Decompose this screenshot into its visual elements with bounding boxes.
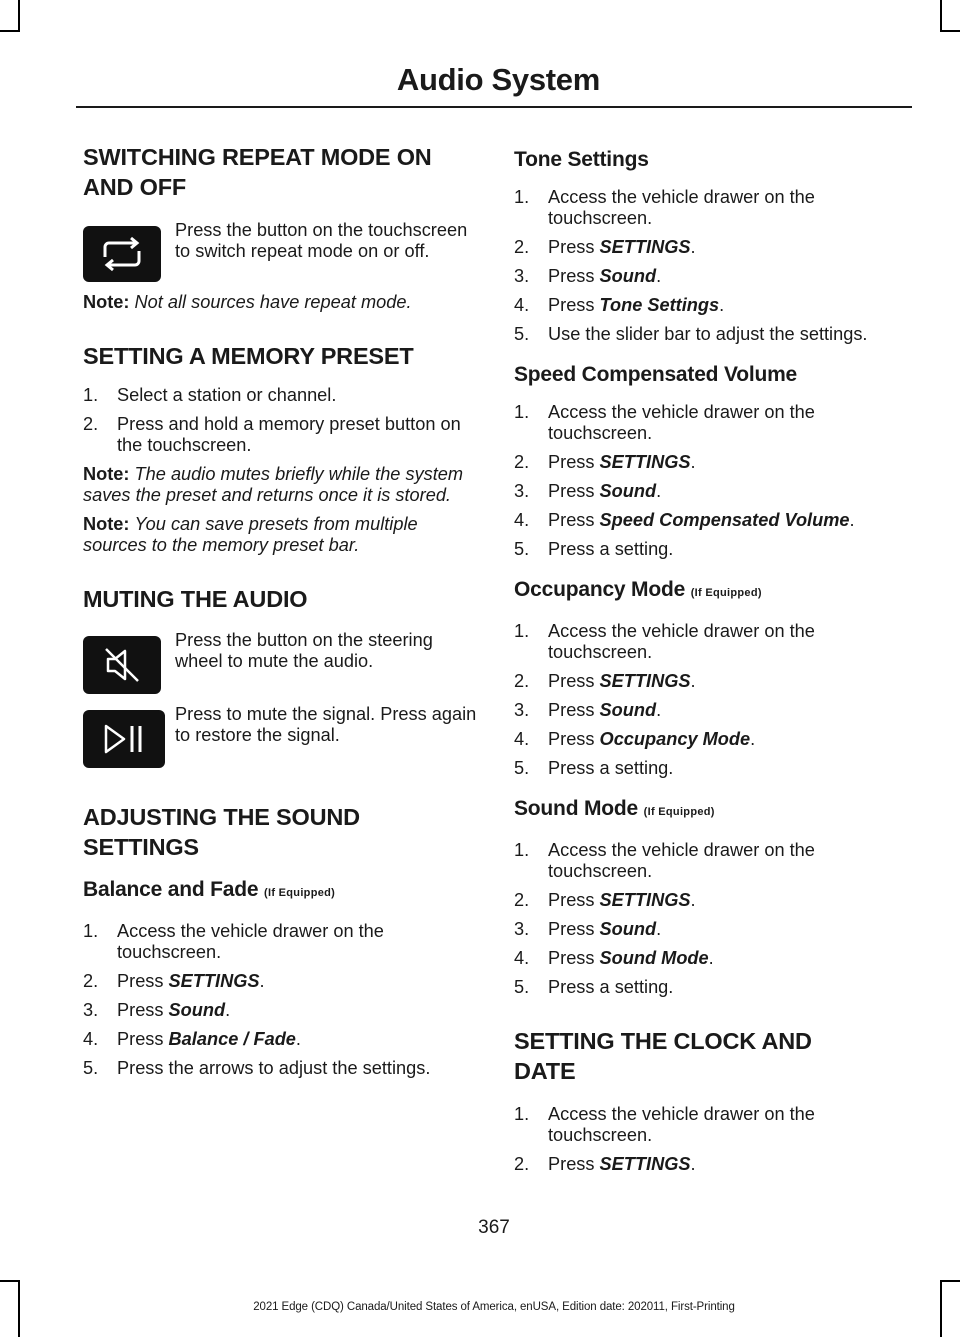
section-heading-mute: MUTING THE AUDIO [83, 586, 308, 612]
list-item: 1. Access the vehicle drawer on the touchscreen. [514, 840, 815, 881]
list-item: 3. Press Sound. [83, 1000, 231, 1020]
header-rule [76, 106, 912, 108]
list-item: 4. Press Balance / Fade. [83, 1029, 301, 1049]
list-item: 2. Press SETTINGS. [514, 452, 696, 472]
section-heading-repeat: SWITCHING REPEAT MODE ON AND OFF [83, 144, 432, 200]
crop-mark [0, 1280, 20, 1282]
repeat-icon [83, 226, 161, 282]
mute-description: Press the button on the steering wheel to mute the audio. [175, 630, 433, 671]
page-number: 367 [478, 1217, 510, 1238]
preset-steps [83, 385, 477, 456]
list-item: 1. Access the vehicle drawer on the touchscreen. [514, 187, 815, 228]
list-item: 3. Press Sound. [514, 700, 662, 720]
signal-description: Press to mute the signal. Press again to restore the signal. [175, 704, 477, 745]
list-item: 4. Press Speed Compensated Volume. [514, 510, 855, 530]
crop-mark [18, 0, 20, 32]
list-item: 1. Access the vehicle drawer on the touchscreen. [83, 921, 384, 962]
list-item: 5. Press a setting. [514, 977, 674, 997]
section-heading-preset: SETTING A MEMORY PRESET [83, 343, 414, 369]
crop-mark [940, 30, 960, 32]
tone-steps [514, 187, 908, 345]
mute-row [83, 632, 477, 694]
page-title: Audio System [396, 62, 600, 97]
crop-mark [940, 1280, 960, 1282]
list-item: 1. Access the vehicle drawer on the touchscreen. [514, 1104, 815, 1145]
right-column [514, 142, 908, 1183]
signal-row [83, 706, 477, 768]
repeat-row [83, 222, 477, 282]
preset-note-2: Note: You can save presets from multiple sources to the memory preset bar. [83, 514, 418, 555]
list-item: 1. Access the vehicle drawer on the touchscreen. [514, 621, 815, 662]
section-heading-clock: SETTING THE CLOCK AND DATE [514, 1028, 812, 1084]
list-item: 5. Press a setting. [514, 758, 674, 778]
list-item: 2. Press SETTINGS. [514, 1154, 696, 1174]
list-item: 4. Press Occupancy Mode. [514, 729, 756, 749]
subheading-speed-volume: Speed Compensated Volume [514, 363, 798, 386]
list-item: 2. Press SETTINGS. [83, 971, 265, 991]
clock-steps [514, 1104, 908, 1175]
list-item: 1. Access the vehicle drawer on the touchscreen. [514, 402, 815, 443]
list-item: 2. Press SETTINGS. [514, 671, 696, 691]
list-item: 1. Select a station or channel. [83, 385, 337, 405]
balance-steps [83, 921, 477, 1079]
subheading-occupancy: Occupancy Mode (If Equipped) [514, 578, 762, 601]
play-pause-icon [83, 710, 165, 768]
section-heading-sound: ADJUSTING THE SOUND SETTINGS [83, 804, 360, 860]
list-item: 2. Press SETTINGS. [514, 237, 696, 257]
list-item: 3. Press Sound. [514, 919, 662, 939]
preset-note-1: Note: The audio mutes briefly while the system saves the preset and returns once it is stored. [83, 464, 464, 505]
list-item: 2. Press and hold a memory preset button on the touchscreen. [83, 414, 461, 455]
list-item: 4. Press Sound Mode. [514, 948, 714, 968]
footer-edition-info: 2021 Edge (CDQ) Canada/United States of America, enUSA, Edition date: 202011, First-Printing [253, 1301, 735, 1313]
repeat-description: Press the button on the touchscreen to switch repeat mode on or off. [175, 220, 468, 261]
speed-steps [514, 402, 908, 560]
list-item: 5. Use the slider bar to adjust the settings. [514, 324, 868, 344]
crop-mark [0, 30, 20, 32]
crop-mark [940, 0, 942, 32]
occupancy-steps [514, 621, 908, 779]
sound-mode-steps [514, 840, 908, 998]
list-item: 4. Press Tone Settings. [514, 295, 725, 315]
repeat-note: Note: Not all sources have repeat mode. [83, 292, 412, 312]
list-item: 3. Press Sound. [514, 481, 662, 501]
list-item: 5. Press a setting. [514, 539, 674, 559]
subheading-tone: Tone Settings [514, 148, 649, 171]
page-header [76, 62, 912, 108]
subheading-balance: Balance and Fade (If Equipped) [83, 878, 336, 901]
list-item: 2. Press SETTINGS. [514, 890, 696, 910]
mute-icon [83, 636, 161, 694]
subheading-sound-mode: Sound Mode (If Equipped) [514, 797, 715, 820]
list-item: 3. Press Sound. [514, 266, 662, 286]
left-column [83, 142, 477, 1087]
list-item: 5. Press the arrows to adjust the settings. [83, 1058, 431, 1078]
